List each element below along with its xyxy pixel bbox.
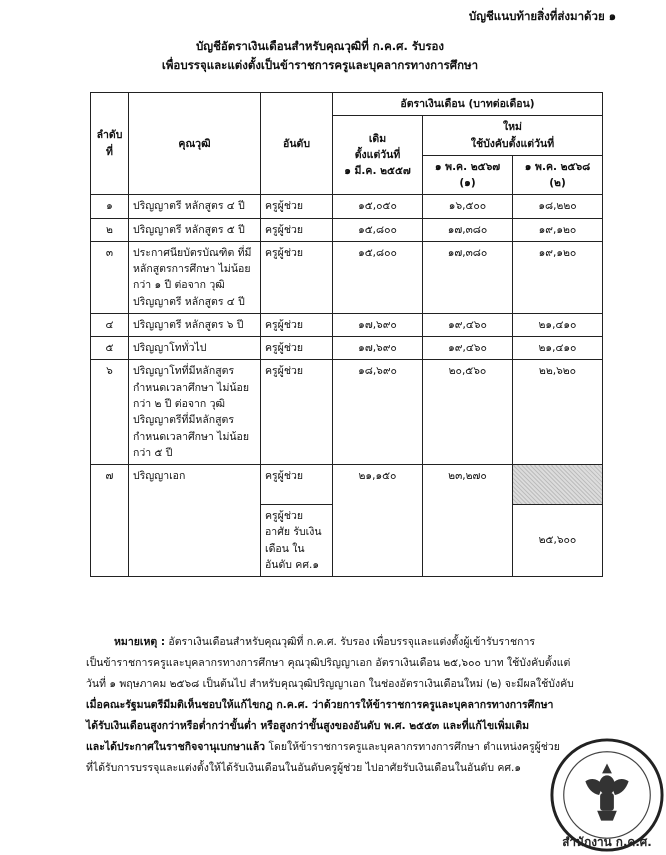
header-new-col2 xyxy=(513,155,603,195)
row-new-salary-1: ๑๗,๓๘๐ xyxy=(423,241,513,313)
table-row xyxy=(91,218,603,241)
header-new-date1: ๑ พ.ค. ๒๕๖๗ xyxy=(434,160,501,173)
remark-line-1: อัตราเงินเดือนสำหรับคุณวุฒิที่ ก.ค.ศ. รับรอง เพื่อบรรจุและแต่งตั้งผู้เข้ารับราชการ xyxy=(168,636,536,648)
header-old-label: เดิม xyxy=(368,132,387,145)
row-new-salary-2: ๑๘,๒๒๐ xyxy=(513,195,603,218)
row-no: ๕ xyxy=(91,337,129,360)
document-title: บัญชีอัตราเงินเดือนสำหรับคุณวุฒิที่ ก.ค.ศ. รับรอง xyxy=(195,39,445,53)
row-qualification: ประกาศนียบัตรบัณฑิต ที่มีหลักสูตรการศึกษา ไม่น้อยกว่า ๑ ปี ต่อจาก วุฒิปริญญาตรี หลักสูตร ๔ ปี xyxy=(129,241,261,313)
row-rank: ครูผู้ช่วย xyxy=(261,465,333,505)
table-row xyxy=(91,195,603,218)
row-qualification: ปริญญาตรี หลักสูตร ๕ ปี xyxy=(129,218,261,241)
header-new-col1-label: (๑) xyxy=(459,177,476,190)
header-salary-group: อัตราเงินเดือน (บาทต่อเดือน) xyxy=(333,93,603,116)
table-row xyxy=(91,241,603,313)
remark-line-5: ได้รับเงินเดือนสูงกว่าหรือต่ำกว่าขั้นต่ำ หรือสูงกว่าขั้นสูงของอันดับ พ.ศ. ๒๕๕๓ และที่แก้ไขเพิ่มเติม xyxy=(86,720,529,732)
row-new-salary-1: ๒๓,๒๗๐ xyxy=(423,465,513,577)
header-old-date: ๑ มี.ค. ๒๕๕๗ xyxy=(344,165,411,178)
remark-label: หมายเหตุ : xyxy=(114,636,166,648)
header-old xyxy=(333,116,423,195)
row-old-salary: ๑๗,๖๙๐ xyxy=(333,313,423,336)
table-row xyxy=(91,313,603,336)
remark-line-4: เมื่อคณะรัฐมนตรีมีมติเห็นชอบให้แก้ไขกฎ ก.ค.ศ. ว่าด้วยการให้ข้าราชการครูและบุคลากรทางการศึกษา xyxy=(86,699,554,711)
header-new-col2-label: (๒) xyxy=(549,177,566,190)
row-no: ๑ xyxy=(91,195,129,218)
row-no: ๔ xyxy=(91,313,129,336)
row-new-salary-1: ๑๗,๓๘๐ xyxy=(423,218,513,241)
header-new-effective: ใช้บังคับตั้งแต่วันที่ xyxy=(470,137,555,150)
row-new-salary-1: ๒๐,๕๖๐ xyxy=(423,360,513,465)
row-new-salary-2: ๑๙,๑๒๐ xyxy=(513,241,603,313)
row-rank: ครูผู้ช่วย xyxy=(261,360,333,465)
row-new-salary-1: ๑๙,๔๖๐ xyxy=(423,337,513,360)
row-no: ๓ xyxy=(91,241,129,313)
row-new-salary-2: ๒๒,๖๒๐ xyxy=(513,360,603,465)
row-old-salary: ๑๗,๖๙๐ xyxy=(333,337,423,360)
header-new-col1 xyxy=(423,155,513,195)
row-new-salary-2: ๑๙,๑๒๐ xyxy=(513,218,603,241)
row-new-salary-2: ๒๑,๔๑๐ xyxy=(513,313,603,336)
attachment-label: บัญชีแนบท้ายสิ่งที่ส่งมาด้วย ๑ xyxy=(468,9,616,23)
row-no: ๖ xyxy=(91,360,129,465)
table-row xyxy=(91,337,603,360)
header-new-label: ใหม่ xyxy=(503,121,522,134)
remark-line-6b: โดยให้ข้าราชการครูและบุคลากรทางการศึกษา ตำแหน่งครูผู้ช่วย xyxy=(265,741,560,753)
official-seal-icon xyxy=(548,736,666,854)
row-old-salary: ๑๕,๘๐๐ xyxy=(333,218,423,241)
row-qualification: ปริญญาตรี หลักสูตร ๖ ปี xyxy=(129,313,261,336)
row-no: ๗ xyxy=(91,465,129,577)
remark-block xyxy=(86,632,606,779)
row-qualification: ปริญญาตรี หลักสูตร ๔ ปี xyxy=(129,195,261,218)
salary-table xyxy=(90,92,603,577)
row-rank: ครูผู้ช่วย xyxy=(261,313,333,336)
row-old-salary: ๒๑,๑๕๐ xyxy=(333,465,423,577)
table-row xyxy=(91,360,603,465)
header-qualification: คุณวุฒิ xyxy=(129,93,261,195)
row-rank-b: ครูผู้ช่วย อาศัย รับเงินเดือน ในอันดับ คศ.๑ xyxy=(261,505,333,577)
remark-line-3: วันที่ ๑ พฤษภาคม ๒๕๖๘ เป็นต้นไป สำหรับคุณวุฒิปริญญาเอก ในช่องอัตราเงินเดือนใหม่ (๒) จะมีผลใช้บังคับ xyxy=(86,678,574,690)
row-qualification: ปริญญาเอก xyxy=(129,465,261,577)
row-rank: ครูผู้ช่วย xyxy=(261,241,333,313)
header-old-effective: ตั้งแต่วันที่ xyxy=(354,149,401,162)
row-new-salary-2-b: ๒๕,๖๐๐ xyxy=(513,505,603,577)
row-rank: ครูผู้ช่วย xyxy=(261,195,333,218)
remark-line-7: ที่ได้รับการบรรจุและแต่งตั้งให้ได้รับเงินเดือนในอันดับครูผู้ช่วย ไปอาศัยรับเงินเดือนในอันดับ คศ.๑ xyxy=(86,762,522,774)
header-rank: อันดับ xyxy=(261,93,333,195)
row-rank: ครูผู้ช่วย xyxy=(261,337,333,360)
remark-line-2: เป็นข้าราชการครูและบุคลากรทางการศึกษา คุณวุฒิปริญญาเอก อัตราเงินเดือน ๒๕,๖๐๐ บาท ใช้บังคับตั้งแต่ xyxy=(86,657,571,669)
shaded-cell xyxy=(513,465,603,505)
header-no: ลำดับที่ xyxy=(91,93,129,195)
row-new-salary-2: ๒๑,๔๑๐ xyxy=(513,337,603,360)
seal-text: สำนักงาน ก.ค.ศ. xyxy=(562,835,652,850)
header-row-1 xyxy=(91,93,603,116)
row-rank: ครูผู้ช่วย xyxy=(261,218,333,241)
row-old-salary: ๑๕,๘๐๐ xyxy=(333,241,423,313)
row-qualification: ปริญญาโททั่วไป xyxy=(129,337,261,360)
header-new-date2: ๑ พ.ค. ๒๕๖๘ xyxy=(524,160,591,173)
table-row-doctorate xyxy=(91,465,603,505)
row-qualification: ปริญญาโทที่มีหลักสูตร กำหนดเวลาศึกษา ไม่น้อยกว่า ๒ ปี ต่อจาก วุฒิปริญญาตรีที่มีหลักสูตร กำหนดเวลาศึกษา ไม่น้อยกว่า ๕ ปี xyxy=(129,360,261,465)
row-new-salary-1: ๑๖,๕๐๐ xyxy=(423,195,513,218)
document-subtitle: เพื่อบรรจุและแต่งตั้งเป็นข้าราชการครูและบุคลากรทางการศึกษา xyxy=(161,58,479,72)
remark-line-6a: และได้ประกาศในราชกิจจานุเบกษาแล้ว xyxy=(86,741,266,753)
header-new xyxy=(423,116,603,156)
row-no: ๒ xyxy=(91,218,129,241)
row-new-salary-1: ๑๙,๔๖๐ xyxy=(423,313,513,336)
row-old-salary: ๑๘,๖๙๐ xyxy=(333,360,423,465)
row-old-salary: ๑๕,๐๕๐ xyxy=(333,195,423,218)
